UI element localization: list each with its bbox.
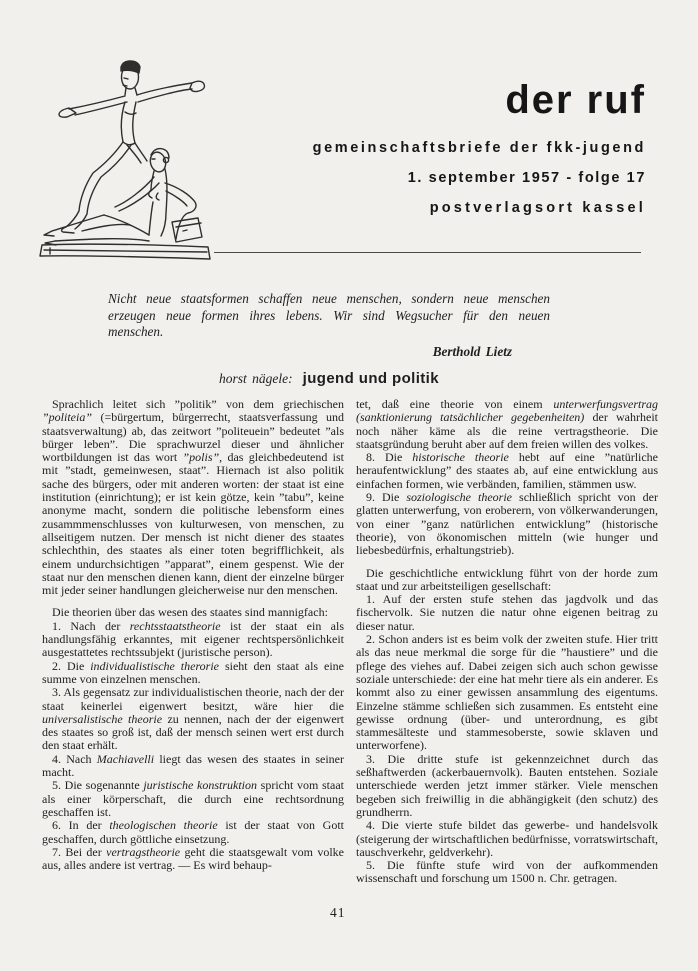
article-author: horst nägele: [219,371,293,386]
paragraph: 4. Nach Machiavelli liegt das wesen des staates in seiner macht. [42,751,344,780]
paragraph: 5. Die sogenannte juristische konstruktion spricht vom staat als einer körperschaft, die durch eine rechtsordnung geschaffen ist. [42,778,344,819]
paragraph: 7. Bei der vertragstheorie geht die staatsgewalt vom volke aus, alles andere ist vertrag. — Es wird behaup- [42,844,344,873]
paragraph: 2. Die individualistische therorie sieht den staat als eine summe von einzelnen menschen. [42,658,344,686]
paragraph: 4. Die vierte stufe bildet das gewerbe- und handelsvolk (steigerung der wirtschaftlichen bedürfnisse, vorratswirtschaft, tauschverkehr, geldverkehr). [356,818,658,859]
paragraph: 3. Die dritte stufe ist gekennzeichnet durch das seßhaftwerden (ackerbauernvolk). Bauten entstehen. Soziale unterschiede werden jetzt immer stärker. Viele menschen begeben sich freiwillig in die abhängigkeit (den schutz) des grundherrn. [356,751,658,819]
paragraph: 1. Auf der ersten stufe stehen das jagdvolk und das fischervolk. Sie nutzen die natur ohne eigenen beitrag zu dieser natur. [356,592,658,633]
paragraph: tet, daß eine theorie von einem unterwerfungsvertrag (sanktionierung tatsächlicher gegebenheiten) der wahrheit noch näher käme als die reine vertragstheorie. Die staatsgründung beruht aber auf dem freien willen des volkes. [356,397,658,451]
page-number: 41 [330,905,346,920]
epigraph-text: Nicht neue staatsformen schaffen neue menschen, sondern neue menschen erzeugen neue formen ihres lebens. Wir sind Wegsucher für den neuen menschen. [108,291,550,339]
statue-line-drawing-icon [30,55,245,265]
paragraph: 5. Die fünfte stufe wird von der aufkommenden wissenschaft und forschung um 1500 n. Chr. getragen. [356,858,658,886]
paragraph: Sprachlich leitet sich ”politik” von dem griechischen ”politeia” (=bürgertum, bürgerrecht, staatsverfassung und staatsverwaltung) ab, das zeitwort ”politeuein” bedeutet ”als bürger leben”. Die sprachwurzel dieser und ähnlicher wortbildungen ist das wort ”polis”, das gleichbedeutend ist mit ”stadt, gemeinwesen, staat”. Hiernach ist also politik sache des bürgers, oder mit anderen worten: der staat ist eine institution (einrichtung); er ist kein götze, kein ”tabu”, keine anonyme macht, sondern die politische lebensform eines zusammmenschlusses von kulturwesen, von menschen, zu allseitigem nutzen. Der mensch ist nicht diener des staates schlechthin, des staates als einer toten begrifflichkeit, als einem undurchsichtigen ”apparat”, einem gespenst. Wie der staat nur den menschen dienen kann, dient der einzelne bürger mit jeder seiner handlungen gleicherweise nur den menschen. [42,397,345,598]
article-heading [0,370,658,388]
magazine-title: der ruf [505,78,646,122]
magazine-subtitle: gemeinschaftsbriefe der fkk-jugend [312,140,646,156]
paragraph: 2. Schon anders ist es beim volk der zweiten stufe. Hier tritt als das neue merkmal die sorge für die ”haustiere” und die pflege des viehes auf. Dabei zeigen sich auch schon gewisse soziale unterschiede: der eine hat mehr tiere als ein anderer. Es kommt also zu einer gewissen ansammlung des eigentums. Einzelne stämme schließen sich zusammen. Es entsteht eine gewisse ordnung (über- und unterordnung, es gibt stammesälteste und stammesoberste, sowie sklaven und unterworfene). [356,632,658,753]
article-body [42,398,658,886]
paragraph: 8. Die historische theorie hebt auf eine ”natürliche heraufentwicklung” des staates ab, auf eine entwicklung aus einfachen formen, wie verbänden, familien, stämmen usw. [356,450,659,491]
left-column [42,398,344,886]
paragraph: 6. In der theologischen theorie ist der staat von Gott geschaffen, durch göttliche einsetzung. [42,818,344,846]
masthead [313,80,646,216]
publisher-line: postverlagsort kassel [429,200,646,216]
statue-illustration [30,55,245,265]
paragraph: Die theorien über das wesen des staates sind mannigfach: [52,605,328,620]
epigraph-attribution: Berthold Lietz [432,343,512,359]
paragraph: 3. Als gegensatz zur individualistischen theorie, nach der der staat keinerlei eigenwert besitzt, wäre hier die universalistische theorie zu nennen, nach der der eigenwert des staates so groß ist, daß der mensch seinen wert erst durch den staat erhält. [42,685,344,753]
paragraph: Die geschichtliche entwicklung führt von der horde zum staat und zur arbeitsteiligen gesellschaft: [356,565,658,593]
paragraph: 1. Nach der rechtsstaatstheorie ist der staat ein als handlungsfähig erkanntes, mit eigener rechtspersönlichkeit ausgestattetes rechtssubjekt (juristische person). [42,618,345,660]
paragraph: 9. Die soziologische theorie schließlich spricht von der glatten unterwerfung, von eroberern, von völkerwanderungen, von einer ”ganz natürlichen entwicklung” (historische theorie), von ökonomischen mitteln (wie hunger und liebesbedürfnis, erhaltungstrieb). [356,490,659,558]
epigraph [108,291,550,360]
header-divider [214,252,641,253]
article-title: jugend und politik [302,370,439,387]
right-column [356,398,658,886]
issue-date-line: 1. september 1957 - folge 17 [407,170,646,186]
